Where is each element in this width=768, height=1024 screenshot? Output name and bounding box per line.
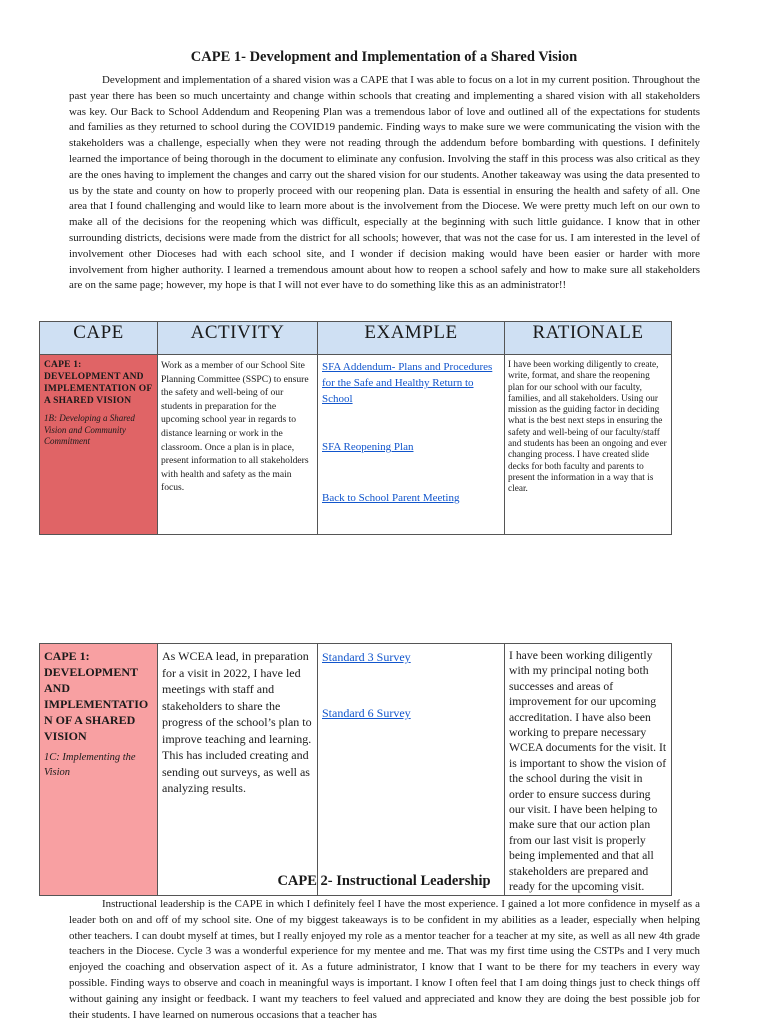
cape-table-2 <box>39 643 672 896</box>
cape2-paragraph: Instructional leadership is the CAPE in which I definitely feel I have the most experience. I gained a lot more confidence in myself as a leader both on and off of my school site. One of my biggest takeaways is to be confident in my abilities as a leader, especially when helping other teachers. I can doubt myself at times, but I really enjoyed my role as a mentor teacher for a teacher at my site, as well as all new 4th grade teachers in the Diocese. Cycle 3 was a wonderful experience for my mentee and me. That was my first time using the CSTPs and I very much enjoyed the coaching and observation aspect of it. As a future administrator, I know that I want to be there for my teachers in every way possible. Finding ways to observe and coach in meaningful ways is important. I know I often feel that I am doing things just to check things off without gaining any insight or feedback. I want my teachers to feel valued and appreciated and know they are doing the best possible job for their students. I have learned on numerous occasions that a teacher has <box>69 898 700 1021</box>
activity-cell <box>158 644 318 896</box>
cape-subtitle: 1B: Developing a Shared Vision and Community Commitment <box>44 413 135 446</box>
activity-text: Work as a member of our School Site Planning Committee (SSPC) to ensure the safety and well-being of our students in preparation for the upcoming school year in regards to distance learning or work in the classroom. Once a plan is in place, present information to all stakeholders with health and safety as the main focus. <box>161 360 309 494</box>
cape1-paragraph: Development and implementation of a shared vision was a CAPE that I was able to focus on a lot in my current position. Throughout the past year there has been so much uncertainty and change within schools that creating and implementing a shared vision with all stakeholders was key. Our Back to School Addendum and Reopening Plan was a tremendous labor of love and outlined all of the expectations for students and families as they returned to school during the COVID19 pandemic. Finding ways to make sure we were communicating the vision with the stakeholders was a challenge, especially when they were not reading through the addendum before bombarding with questions. I definitely learned the importance of being thorough in the document to eliminate any confusion. Involving the staff in this process was also critical as they are the ones having to implement the changes and carry out the shared vision for our students. Another takeaway was using the data presented to us by the state and county on how to properly proceed with our reopening plan. Data is essential in ensuring the health and safety of all. One area that I found challenging and would like to learn more about is the involvement from the Diocese. We were pretty much left on our own to make all of the decisions for the reopening which was difficult, especially at the beginning with such little guidance. I know that in other surrounding districts, decisions were made from the district for all schools; however, that was not the case for us. I am interested in the level of involvement other Dioceses had with each school site, and I wonder if decision making would have been easier or harder with more involvement from higher authority. I learned a tremendous amount about how to reopen a school safely and how to make sure all stakeholders are on the same page; however, my hope is that I will not ever have to do something like this as an administrator!! <box>69 74 700 292</box>
rationale-cell <box>505 644 672 896</box>
link-sfa-addendum[interactable]: SFA Addendum- Plans and Procedures for the Safe and Healthy Return to School <box>322 361 493 405</box>
rationale-text: I have been working diligently with my principal noting both successes and areas of improvement for our upcoming accreditation. I have also been working to prepare necessary WCEA documents for the visit. It is important to show the vision of the school during the visit in order to ensure success during our visit. I have been helping to make sure that our action plan from our last visit is properly being implemented and that all stakeholders are prepared and ready for the upcoming visit. <box>509 649 667 894</box>
activity-text: As WCEA lead, in preparation for a visit in 2022, I have led meetings with staff and stakeholders to share the progress of the school’s plan to improve teaching and learning. This has included creating and sending out surveys, as well as analyzing results. <box>162 649 312 795</box>
table-header-row <box>40 322 672 355</box>
example-cell <box>318 355 505 535</box>
link-sfa-reopening-plan[interactable]: SFA Reopening Plan <box>322 441 414 453</box>
cape2-heading: CAPE 2- Instructional Leadership <box>277 873 491 889</box>
link-parent-meeting[interactable]: Back to School Parent Meeting <box>322 492 460 504</box>
header-cape: CAPE <box>40 322 158 355</box>
table-row <box>40 644 672 896</box>
cape1-heading: CAPE 1- Development and Implementation of a Shared Vision <box>190 49 578 65</box>
cape-table-1 <box>39 321 672 535</box>
example-links <box>318 644 504 849</box>
link-standard-6-survey[interactable]: Standard 6 Survey <box>322 706 411 720</box>
header-example: EXAMPLE <box>318 322 505 355</box>
rationale-text: I have been working diligently to create, write, format, and share the reopening plan for our school with our faculty, families, and all stakeholders. Using our mission as the guiding factor in deciding what is the best next steps in ensuring the safety and well-being of our faculty/staff and students has been an ongoing and ever changing process. I have created slide decks for both faculty and parents to present the information in a way that is clear. <box>508 360 667 495</box>
cape-title: CAPE 1: DEVELOPMENT AND IMPLEMENTATIO N OF A SHARED VISION <box>44 649 149 743</box>
cape-cell <box>40 644 158 896</box>
activity-cell <box>158 355 318 535</box>
cape-title: CAPE 1: DEVELOPMENT AND IMPLEMENTATION OF A SHARED VISION <box>44 360 152 406</box>
table-row <box>40 355 672 535</box>
example-links <box>318 355 504 524</box>
link-standard-3-survey[interactable]: Standard 3 Survey <box>322 650 411 664</box>
rationale-cell <box>505 355 672 535</box>
cape-cell <box>40 355 158 535</box>
example-cell <box>318 644 505 896</box>
header-rationale: RATIONALE <box>505 322 672 355</box>
header-activity: ACTIVITY <box>158 322 318 355</box>
cape-subtitle: 1C: Implementing the Vision <box>44 752 136 778</box>
